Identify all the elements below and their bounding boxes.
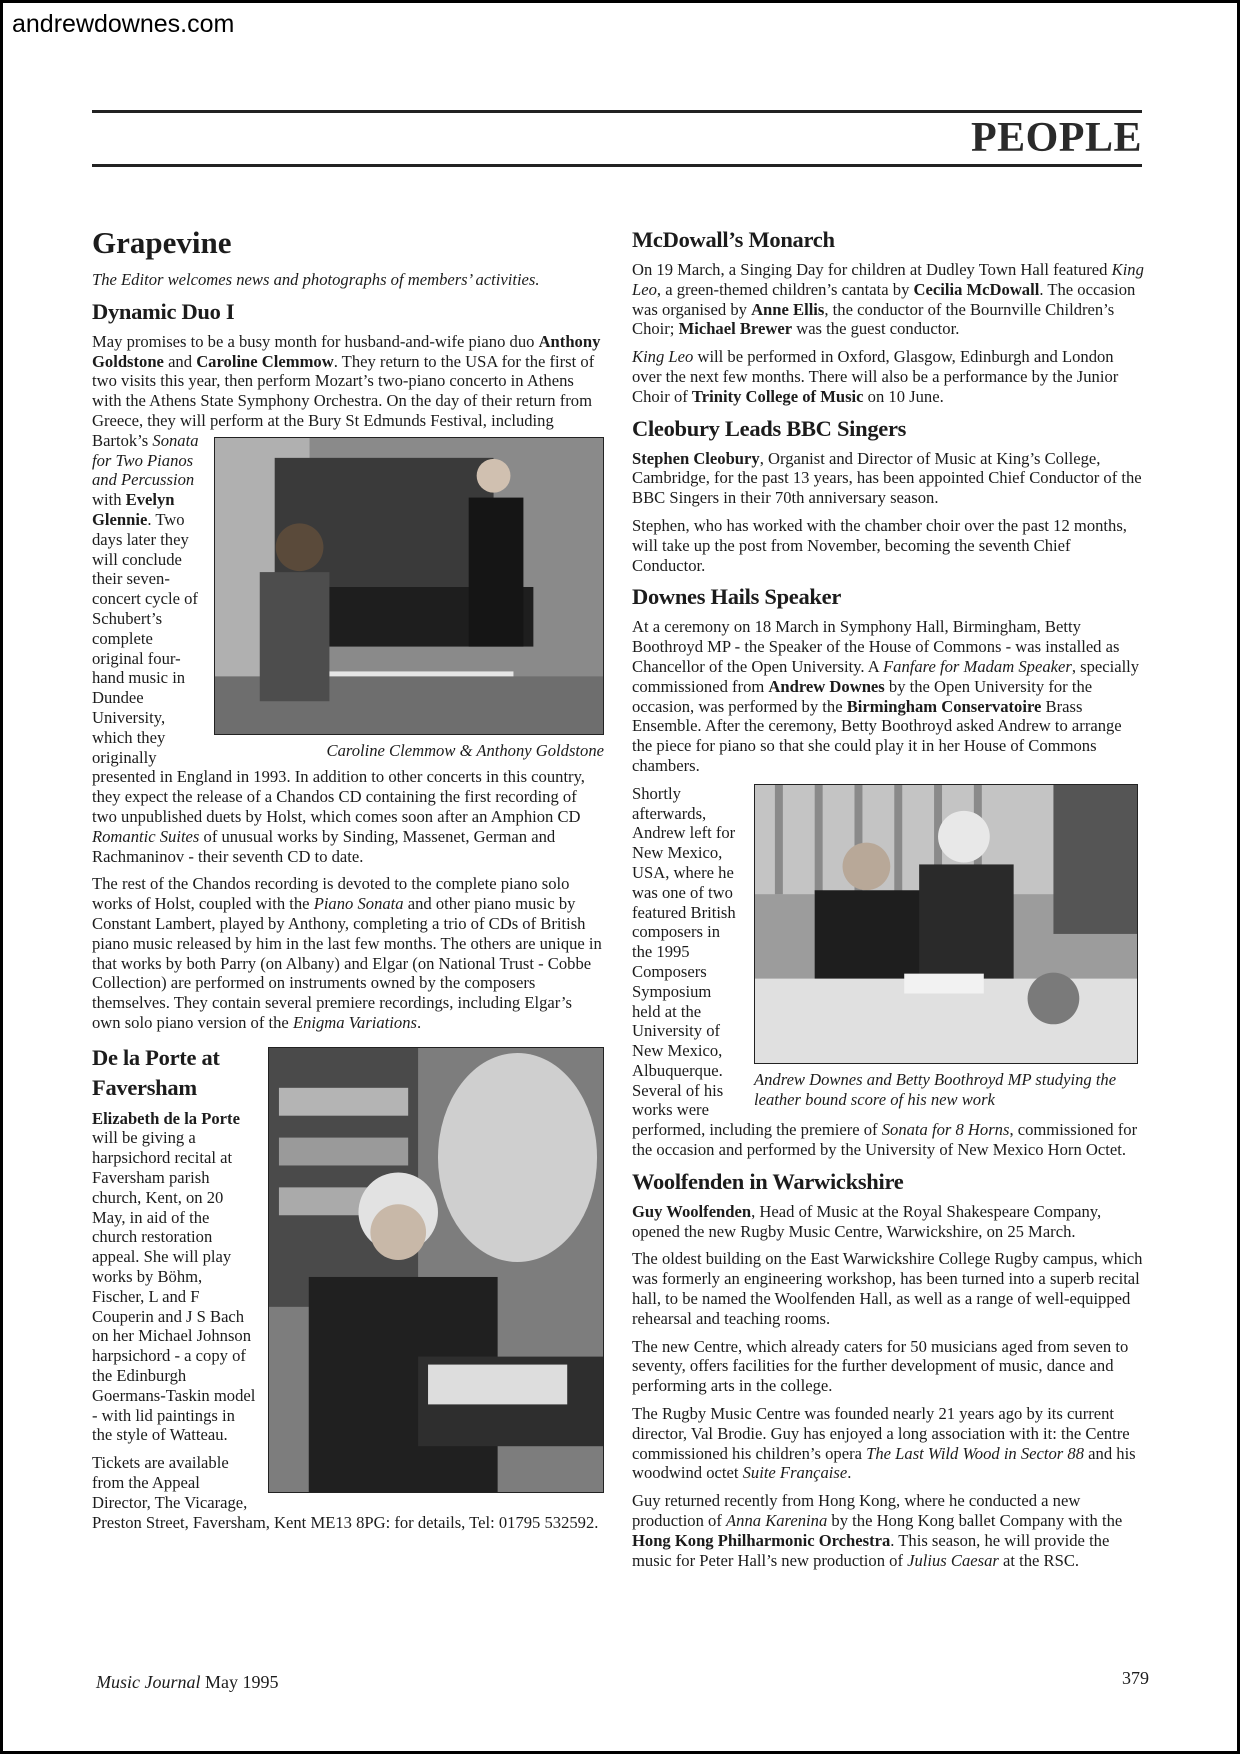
downes-photo-caption: Andrew Downes and Betty Boothroyd MP studying the leather bound score of his new work	[754, 1069, 1117, 1109]
cleobury-paragraph-2: Stephen, who has worked with the chamber choir over the past 12 months, will take up the post from November, becoming the seventh Chief Conductor.	[632, 515, 1127, 575]
woolfenden-paragraph-2: The oldest building on the East Warwickshire College Rugby campus, which was formerly an engineering workshop, has been turned into a superb recital hall, to be named the Woolfenden Hall, as well as a range of well-equipped rehearsal and teaching rooms.	[632, 1249, 1143, 1328]
grapevine-title: Grapevine	[92, 225, 232, 260]
top-rule	[92, 110, 1142, 113]
woolfenden-paragraph-4: The Rugby Music Centre was founded nearly 21 years ago by its current director, Val Brodie. Guy has enjoyed a long association with it: the Centre commissioned his children’s opera The Last Wild Wood in Sector 88 and his woodwind octet Suite Française.	[632, 1404, 1136, 1483]
woolfenden-paragraph-1: Guy Woolfenden, Head of Music at the Royal Shakespeare Company, opened the new Rugby Music Centre, Warwickshire, on 25 March.	[632, 1201, 1102, 1241]
journal-footer: Music Journal May 1995	[96, 1672, 279, 1692]
duo-figure	[214, 437, 604, 761]
duo-paragraph-2: The rest of the Chandos recording is devoted to the complete piano solo works of Holst, coupled with the Piano Sonata and other piano music by Constant Lambert, played by Anthony, completing a trio of CDs of British piano music released by him in the last few months. The others are unique in that works by both Parry (on Albany) and Elgar (on National Trust - Cobbe Collection) are performed on instruments owned by the composers themselves. They contain several premiere recordings, including Elgar’s own solo piano version of the Enigma Variations.	[92, 874, 602, 1032]
right-column	[632, 226, 1144, 1578]
downes-figure	[754, 784, 1144, 1110]
downes-heading: Downes Hails Speaker	[632, 584, 842, 610]
duo-heading: Dynamic Duo I	[92, 298, 235, 324]
duo-paragraph-1: May promises to be a busy month for husband-and-wife piano duo Anthony Goldstone and Caroline Clemmow. They return to the USA for the first of two visits this year, then perform Mozart’s two-piano concerto in Athens with the Athens State Symphony Orchestra. On the day of their return from Greece, they will perform at the Bury St Edmunds Festival, including Bartok’s Caroline Clemmow & Anthony Goldstone Sonata for Two Pianos and Percussion with Evelyn Glennie. Two days later they will conclude their seven-concert cycle of Schubert’s complete original four-hand music in Dundee University, which they originally presented in England in 1993. In addition to other concerts in this country, they expect the release of a Chandos CD containing the first recording of two unpublished duets by Holst, which comes soon after an Amphion CD Romantic Suites of unusual works by Sinding, Massenet, German and Rachmaninov - their seventh CD to date.	[92, 331, 604, 866]
woolfenden-paragraph-5: Guy returned recently from Hong Kong, where he conducted a new production of Anna Karenina by the Hong Kong ballet Company with the Hong Kong Philharmonic Orchestra. This season, he will provide the music for Peter Hall’s new production of Julius Caesar at the RSC.	[632, 1491, 1123, 1570]
piano-duo-photo	[214, 437, 604, 735]
cleobury-paragraph-1: Stephen Cleobury, Organist and Director of Music at King’s College, Cambridge, for the past 13 years, has been appointed Chief Conductor of the BBC Singers in their 70th anniversary season.	[632, 448, 1142, 508]
cleobury-heading: Cleobury Leads BBC Singers	[632, 415, 907, 441]
monarch-heading: McDowall’s Monarch	[632, 227, 835, 252]
porte-paragraph-2: Tickets are available from the Appeal Director, The Vicarage, Preston Street, Faversham, Kent ME13 8PG: for details, Tel: 01795 532592.	[92, 1453, 599, 1532]
harpsichord-photo	[268, 1047, 604, 1493]
woolfenden-paragraph-3: The new Centre, which already caters for 50 musicians aged from seven to seventy, offers facilities for the further development of music, dance and performing arts in the college.	[632, 1336, 1129, 1396]
downes-boothroyd-photo	[754, 784, 1138, 1064]
editor-intro: The Editor welcomes news and photographs of members’ activities.	[92, 270, 540, 289]
porte-paragraph-1: Elizabeth de la Porte will be giving a harpsichord recital at Faversham parish church, Kent, on 20 May, in aid of the church restoration appeal. She will play works by Böhm, Fischer, L and F Couperin and J S Bach on her Michael Johnson harpsichord - a copy of the Edinburgh Goermans-Taskin model - with lid paintings in the style of Watteau.	[92, 1108, 256, 1445]
woolfenden-heading: Woolfenden in Warwickshire	[632, 1168, 904, 1194]
left-column	[92, 226, 604, 1540]
downes-paragraph-2: Andrew Downes and Betty Boothroyd MP studying the leather bound score of his new work Shortly afterwards, Andrew left for New Mexico, USA, where he was one of two featured British composers in the 1995 Composers Symposium held at the University of New Mexico, Albuquerque. Several of his works were performed, including the premiere of Sonata for 8 Horns, commissioned for the occasion and performed by the University of New Mexico Horn Octet.	[632, 784, 1144, 1160]
page-number: 379	[1122, 1668, 1149, 1688]
duo-photo-caption: Caroline Clemmow & Anthony Goldstone	[326, 740, 604, 760]
monarch-paragraph-1: On 19 March, a Singing Day for children at Dudley Town Hall featured King Leo, a green-themed children’s cantata by Cecilia McDowall. The occasion was organised by Anne Ellis, the conductor of the Bournville Children’s Choir; Michael Brewer was the guest conductor.	[632, 260, 1144, 339]
section-label: PEOPLE	[970, 115, 1142, 161]
downes-paragraph-1: At a ceremony on 18 March in Symphony Hall, Birmingham, Betty Boothroyd MP - the Speaker of the House of Commons - was installed as Chancellor of the Open University. A Fanfare for Madam Speaker, specially commissioned from Andrew Downes by the Open University for the occasion, was performed by the Birmingham Conservatoire Brass Ensemble. After the ceremony, Betty Boothroyd asked Andrew to arrange the piece for piano so that she could play it in her House of Commons chambers.	[632, 617, 1140, 775]
porte-heading: De la Porte at Faversham	[92, 1043, 604, 1103]
bottom-rule	[92, 164, 1142, 167]
monarch-paragraph-2: King Leo will be performed in Oxford, Glasgow, Edinburgh and London over the next few months. There will also be a performance by the Junior Choir of Trinity College of Music on 10 June.	[632, 347, 1119, 406]
site-url: andrewdownes.com	[12, 10, 235, 38]
